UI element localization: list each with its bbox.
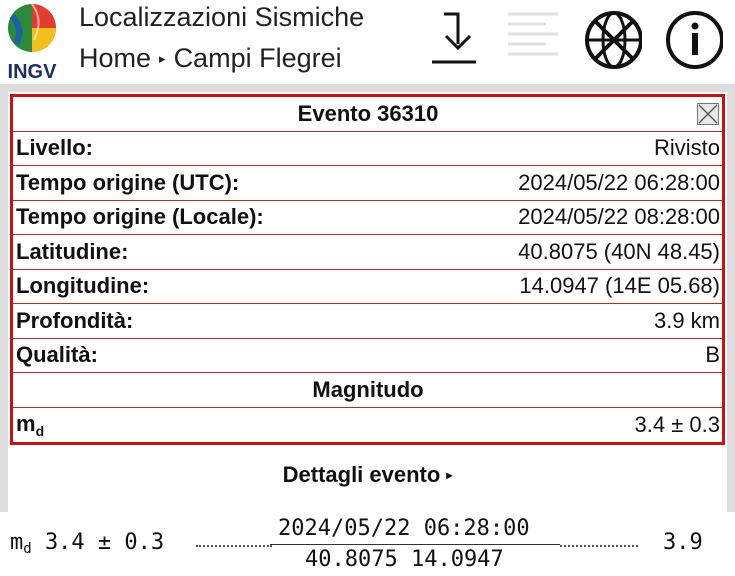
magnitude-section-title: Magnitudo	[312, 376, 424, 402]
event-card	[8, 92, 727, 512]
row-label: Qualità:	[16, 342, 98, 368]
app-header	[0, 0, 735, 84]
summary-magnitude: $m_d$ 3.4 ± 0.3	[10, 530, 165, 557]
row-value: 3.9 km	[653, 307, 720, 333]
close-button[interactable]	[697, 103, 719, 125]
info-row-magnitude	[13, 408, 722, 443]
event-table	[10, 94, 725, 445]
row-label: Livello:	[16, 135, 94, 161]
summary-time: 2024/05/22 06:28:00	[278, 516, 530, 541]
info-row-depth	[13, 304, 722, 339]
row-value: B	[705, 342, 720, 368]
info-row-quality	[13, 339, 722, 374]
list-icon[interactable]	[500, 8, 560, 72]
info-icon[interactable]	[663, 8, 723, 72]
breadcrumb-separator: ▸	[159, 50, 166, 66]
row-value: 2024/05/22 08:28:00	[518, 204, 720, 230]
info-row-utc-time	[13, 166, 722, 201]
magnitude-section-header	[13, 373, 722, 408]
summary-divider	[270, 544, 560, 545]
row-value: 40.8075 (40N 48.45)	[518, 238, 720, 264]
info-row-latitude	[13, 235, 722, 270]
globe-disabled-icon[interactable]	[582, 8, 642, 72]
download-icon[interactable]	[424, 8, 484, 72]
breadcrumb-home[interactable]: Home	[79, 43, 152, 73]
event-title: Evento 36310	[297, 100, 439, 126]
row-value: Rivisto	[653, 135, 720, 161]
close-icon	[698, 104, 718, 124]
app-title: Localizzazioni Sismiche	[79, 2, 365, 32]
event-panel	[0, 84, 735, 512]
row-value: 14.0947 (14E 05.68)	[519, 273, 720, 299]
magnitude-value: 3.4 ± 0.3	[634, 411, 720, 437]
svg-text:INGV: INGV	[7, 61, 57, 83]
row-label: Tempo origine (UTC):	[16, 169, 240, 195]
magnitude-type: $m_d$	[16, 410, 45, 439]
breadcrumb-current: Campi Flegrei	[173, 43, 342, 73]
dotted-leader	[560, 545, 638, 547]
info-row-local-time	[13, 201, 722, 236]
summary-coordinates: 40.8075 14.0947	[305, 547, 504, 572]
row-label: Tempo origine (Locale):	[16, 204, 264, 230]
event-details-label: Dettagli evento	[282, 462, 441, 487]
breadcrumb	[79, 43, 342, 74]
row-label: Latitudine:	[16, 238, 129, 264]
event-summary-bar[interactable]	[0, 512, 735, 576]
info-row-longitude	[13, 270, 722, 305]
row-value: 2024/05/22 06:28:00	[518, 169, 720, 195]
event-title-row	[13, 97, 722, 132]
chevron-right-icon: ▸	[446, 468, 453, 482]
row-label: Longitudine:	[16, 273, 150, 299]
dotted-leader	[196, 545, 272, 547]
row-label: Profondità:	[16, 307, 134, 333]
info-row-livello	[13, 132, 722, 167]
summary-depth: 3.9	[663, 530, 703, 555]
ingv-logo[interactable]	[4, 0, 60, 84]
event-details-link[interactable]	[8, 462, 727, 488]
